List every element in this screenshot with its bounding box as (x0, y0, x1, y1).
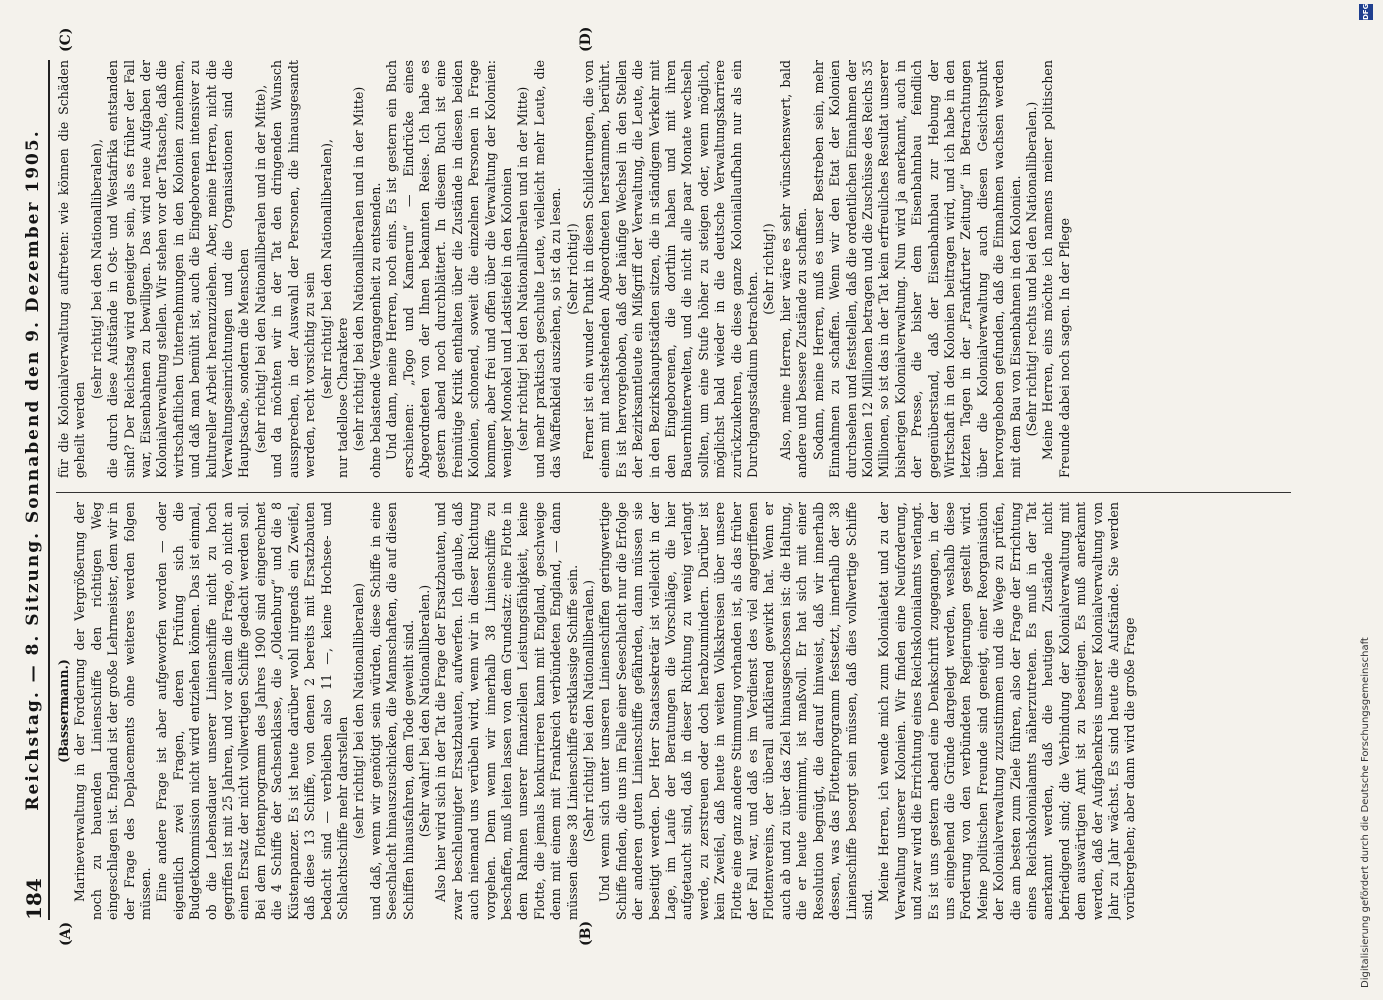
paragraph: Und wenn sich unter unseren Linienschiffen geringwertige Schiffe finden, die uns im Falle einer Seeschlacht nur die Erfolge der anderen guten Linienschiffe gefährden, dann müssen sie beseitigt werden. Der Herr Staatssekretär ist vielleicht in der Lage, im Laufe der Beratungen die Vorschläge, die hier aufgetaucht sind, daß in dieser Richtung zu wenig verlangt werde, zu zerstreuen oder doch herabzumindern. Darüber ist kein Zweifel, daß heute in weiten Volkskreisen über unsere Flotte eine ganz andere Stimmung vorhanden ist, als das früher der Fall war, und daß es im Verdienst des viel angegriffenen Flottenvereins, der überall aufklärend gewirkt hat. Wenn er auch ab und zu über das Ziel hinausgeschossen ist: die Haltung, die er heute einnimmt, ist maßvoll. Er hat sich mit einer Resolution begnügt, die darauf hinweist, daß wir innerhalb dessen, was das Flottenprogramm festsetzt, innerhalb der 38 Linienschiffe besorgt sein müssen, daß dies vollwertige Schiffe sind. (597, 502, 875, 920)
margin-mark-a: (A) (58, 921, 74, 946)
column-divider (56, 492, 1291, 493)
paragraph: Eine andere Frage ist aber aufgeworfen worden — oder eigentlich zwei Fragen, deren Prüfung sich die Budgetkommission nicht wird entziehen können. Das ist einmal, ob die Lebensdauer unserer Linienschiffe nicht zu hoch gegriffen ist mit 25 Jahren, und vor allem die Frage, ob nicht an einen Ersatz der nicht vollwertigen Schiffe gedacht werden soll. Bei dem Flottenprogramm des Jahres 1900 sind eingerechnet die 4 Schiffe der Sachsenklasse, die „Oldenburg“ und die 8 Küstenpanzer. Es ist heute darüber wohl nirgends ein Zweifel, daß diese 13 Schiffe, von denen 2 bereits mit Ersatzbauten bedacht sind — verbleiben also 11 —, keine Hochsee- und Schlachtschiffe mehr darstellen (154, 502, 350, 920)
margin-mark-d: (D) (578, 26, 594, 52)
interjection: (Sehr richtig!) (761, 223, 777, 315)
paragraph: Also hier wird sich in der Tat die Frage der Ersatzbauten, und zwar beschleunigter Ersatzbauten, aufwerfen. Ich glaube, daß auch niemand uns verübeln wird, wenn wir in dieser Richtung vorgehen. Denn wenn wir innerhalb 38 Linienschiffe zu beschaffen, muß leiten lassen von dem Grundsatz: eine Flotte in dem Rahmen unserer finanziellen Leistungsfähigkeit, keine Flotte, die jemals konkurrieren kann mit England, geschweige denn mit einem mit Frankreich verbündeten England, — dann müssen diese 38 Linienschiffe erstklassige Schiffe sein. (433, 502, 580, 920)
speaker-name: (Bassermann.) (56, 659, 71, 763)
interjection: (sehr richtig! bei den Nationalliberalen), (318, 138, 334, 400)
page-number: 184 (22, 878, 46, 920)
paragraph: die durch diese Aufstände in Ost- und Westafrika entstanden sind? Der Reichstag wird geneigter sein, als es früher der Fall war, Eisenbahnen zu bewilligen. Das wird neue Aufgaben der Kolonialverwaltung stellen. Wir stehen vor der Tatsache, daß die wirtschaftlichen Unternehmungen in den Kolonien zunehmen, und daß man bemüht ist, auch die Eingeborenen intensiver zu kultureller Arbeit heranzuziehen. Aber, meine Herren, nicht die Verwaltungseinrichtungen und die Organisationen sind die Hauptsache, sondern die Menschen (105, 60, 252, 478)
interjection: (sehr richtig! bei den Nationalliberalen und in der Mitte) (515, 86, 531, 452)
left-column (56, 502, 1286, 920)
paragraph: Meine Herren, ich wende mich zum Kolonialetat und zu der Verwaltung unserer Kolonien. Wir finden eine Neuforderung, und zwar wird die Errichtung eines Reichskolonialamts verlangt. Es ist uns gestern abend eine Denkschrift zugegangen, in der uns eingehend die Gründe dargelegt werden, weshalb diese Forderung von den verbündeten Regierungen gestellt wird. Meine politischen Freunde sind geneigt, einer Reorganisation der Kolonialverwaltung zuzustimmen und die Wege zu prüfen, die am besten zum Ziele führen, also der Frage der Errichtung eines Reichskolonialamts näherzutreten. Es muß in der Tat anerkannt werden, daß die heutigen Zustände nicht befriedigend sind; die Verbindung der Kolonialverwaltung mit dem auswärtigen Amt ist zu beseitigen. Es muß anerkannt werden, daß der Aufgabenkreis unserer Kolonialverwaltung von Jahr zu Jahr wächst. Es sind heute die Aufstände. Sie werden vorübergehen; aber dann wird die große Frage (876, 502, 1138, 920)
paragraph: ohne belastende Vergangenheit zu entsenden. (367, 182, 383, 478)
paragraph: Also, meine Herren, hier wäre es sehr wünschenswert, bald andere und bessere Zustände zu schaffen. (777, 60, 810, 478)
interjection: (Sehr wahr! bei den Nationalliberalen.) (416, 584, 432, 838)
right-column (56, 60, 1286, 478)
paragraph: Meine Herren, eins möchte ich namens meiner politischen Freunde dabei noch sagen. In der Pflege (1040, 60, 1072, 478)
paragraph: nur tadellose Charaktere (334, 317, 350, 478)
paragraph: und da möchten wir in der Tat den dringenden Wunsch aussprechen, in der Auswahl der Personen, die hinausgesandt werden, recht vorsichtig zu sein (269, 60, 318, 478)
paragraph: Ferner ist ein wunder Punkt in diesen Schilderungen, die von einem mit nachstehenden Abgeordneten herstammen, berührt. Es ist hervorgehoben, daß der häufige Wechsel in den Stellen der Bezirksamtleute ein Mißgriff der Verwaltung, die Leute, die in den Bezirkshauptstädten sitzen, die in ständigem Verkehr mit den Eingeborenen, die dorthin haben und mit ihren Bauernhinterwelten, und die nicht alle paar Monate wechseln sollten, um eine Stufe höher zu steigen oder, wenn möglich, möglichst bald wieder in die deutsche Verwaltungskarriere zurückzukehren, die diese ganze Koloniallaufbahn nur als ein Durchgangsstadium betrachten. (581, 60, 761, 478)
running-title: Reichstag. — 8. Sitzung. Sonnabend den 9. Dezember 1905. (23, 129, 43, 811)
digitization-credit: Digitalisierung gefördert durch die Deutsche Forschungsgemeinschaft (1360, 637, 1371, 988)
interjection: (sehr richtig! bei den Nationalliberalen und in der Mitte) (351, 86, 367, 452)
margin-mark-b: (B) (578, 920, 594, 946)
interjection: (sehr richtig! bei den Nationalliberalen) (351, 583, 367, 840)
interjection: (sehr richtig! bei den Nationalliberalen und in der Mitte), (252, 84, 268, 454)
paragraph: Sodann, meine Herren, muß es unser Bestreben sein, mehr Einnahmen zu schaffen. Wenn wir den Etat der Kolonien durchsehen und feststellen, daß die ordentlichen Einnahmen der Kolonien 12 Millionen betragen und die Zuschüsse des Reichs 35 Millionen, so ist das in der Tat kein erfreuliches Resultat unserer bisherigen Kolonialverwaltung. Nun wird ja anerkannt, auch in der Presse, die bisher dem Eisenbahnbau feindlich gegenüberstand, daß der Eisenbahnbau zur Hebung der Wirtschaft in den Kolonien beitragen wird, und ich habe in den letzten Tagen in der „Frankfurter Zeitung“ in Betrachtungen über die Kolonialverwaltung auch diesen Gesichtspunkt hervorgehoben gefunden, daß die Einnahmen wachsen werden mit dem Bau von Eisenbahnen in den Kolonien. (810, 60, 1023, 478)
paragraph: Und dann, meine Herren, noch eins. Es ist gestern ein Buch erschienen: „Togo und Kamerun“ — Eindrücke eines Abgeordneten von der Ihnen bekannten Reise. Ich habe es gestern abend noch durchblättert. In diesem Buch ist eine freimütige Kritik enthalten über die Zustände in diesen beiden Kolonien, schonend, soweit die einzelnen Personen in Frage kommen, aber frei und offen über die Verwaltung der Kolonien: weniger Monokel und Ladstiefel in den Kolonien (384, 60, 514, 478)
paragraph: und daß, wenn wir genötigt sein würden, diese Schiffe in eine Seeschlacht hinauszuschicken, die Mannschaften, die auf diesen Schiffen hinausfahren, dem Tode geweiht sind. (367, 502, 416, 920)
interjection: (Sehr richtig! rechts und bei den Nationalliberalen.) (1023, 101, 1039, 437)
paragraph: Marineverwaltung in der Forderung der Vergrößerung der noch zu bauenden Linienschiffe den richtigen Weg eingeschlagen ist. England ist der große Lehrmeister, dem wir in der Frage des Deplacements ohne weiteres werden folgen müssen. (72, 502, 154, 920)
paragraph: und mehr praktisch geschulte Leute, vielleicht mehr Leute, die das Waffenkleid ausziehen, so ist da zu lesen. (531, 60, 564, 478)
page-header (22, 60, 50, 920)
interjection: (sehr richtig! bei den Nationalliberalen), (88, 138, 104, 400)
page-footer (1358, 0, 1376, 1000)
interjection: (Sehr richtig!) (564, 223, 580, 315)
paragraph: für die Kolonialverwaltung auftreten: wie können die Schäden geheilt werden (56, 60, 88, 478)
margin-mark-c: (C) (58, 27, 74, 52)
dfg-logo-icon: DFG (1359, 4, 1373, 20)
interjection: (Sehr richtig! bei den Nationalliberalen.) (581, 579, 596, 843)
